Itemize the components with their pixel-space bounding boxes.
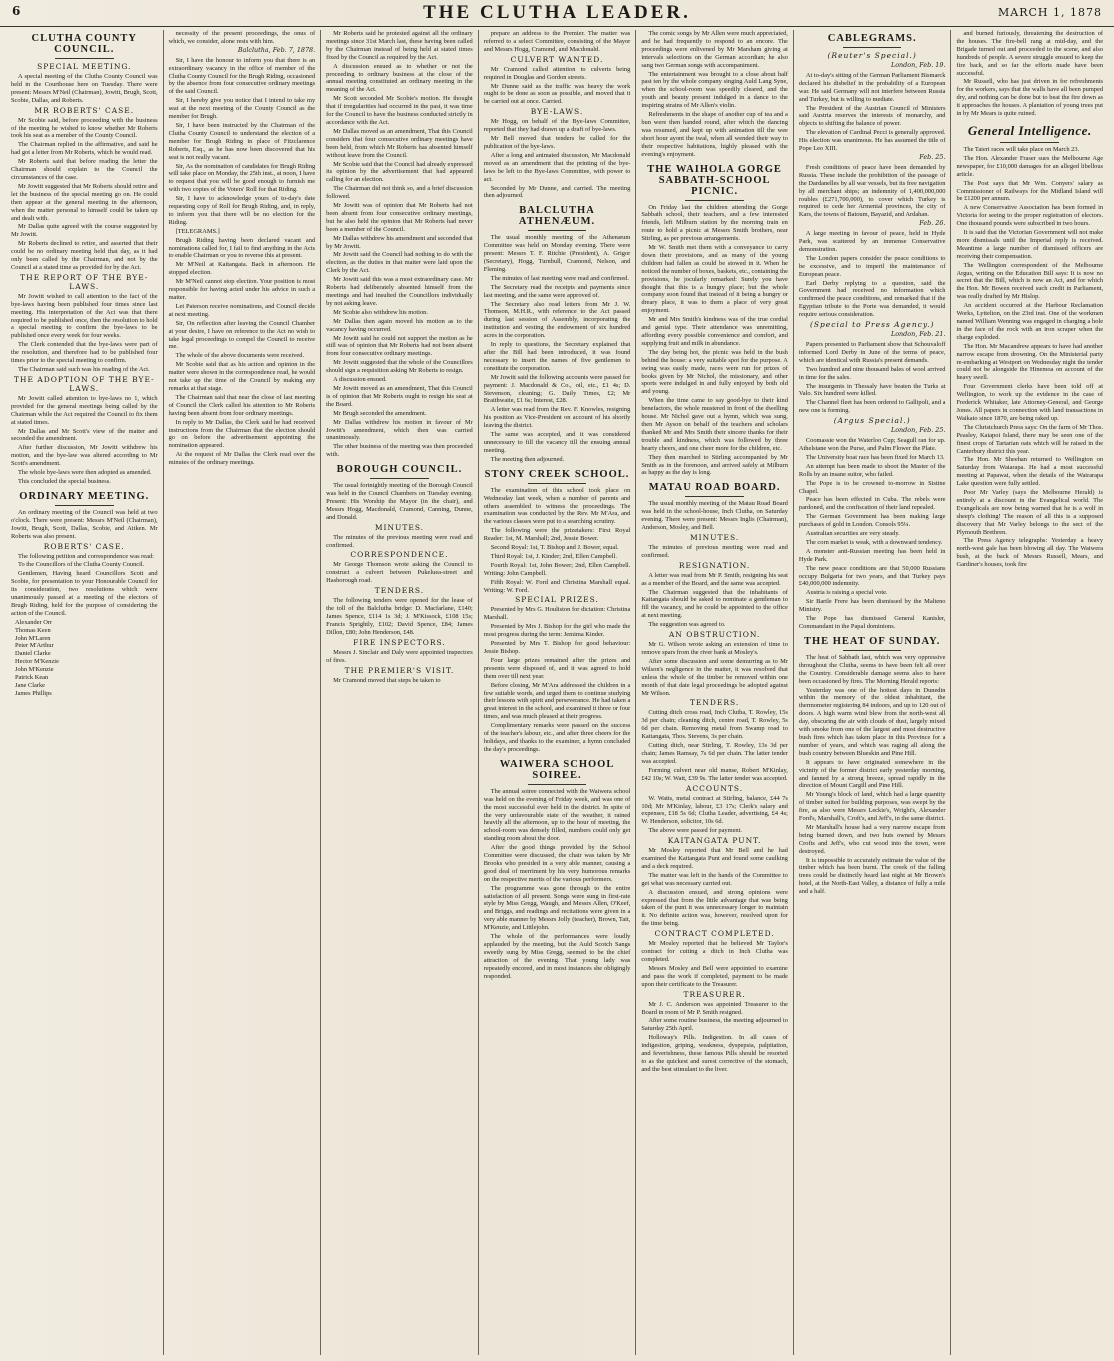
paragraph: Sir, I have to acknowledge yours of to-day's date requesting copy of Roll for Brugh Riding, and, in reply, to inform you that there will be no election for the Riding.: [168, 195, 316, 226]
paragraph: The Chairman said such was his reading of the Act.: [18, 366, 150, 373]
paragraph: The Chairman replied in the affirmative, and said he had got a letter from Mr Roberts, which he would read.: [11, 141, 158, 157]
paragraph: The Channel fleet has been ordered to Gallipoli, and a new one is forming.: [798, 399, 946, 415]
paragraph: Earl Derby replying to a question, said the Government had received no information which confirmed the peace conditions, and remarked that if the Egyptian tribute to the Porte was demanded, it would require serious consideration.: [798, 279, 946, 319]
paragraph: The Press Agency telegraphs: Yesterday a heavy north-west gale has been blowing all day. The Waiwera bush, at the back of Messrs Russell, Mears, and Gardiner's houses, took fire: [956, 537, 1104, 569]
paragraph: Mr George Thomson wrote asking the Council to construct a culvert between Pukeluea-street and Hasborough road.: [326, 561, 473, 585]
paragraph: The meeting then adjourned.: [490, 455, 565, 463]
dateline: Feb. 26.: [919, 219, 946, 228]
paragraph: A discussion ensued as to whether or not the proceeding to ordinary business at the close of the annual meeting constituted an ordinary meeting in the meaning of the Act.: [326, 62, 473, 94]
paragraph: Mr Cramond called attention to culverts being required in Douglas and Gordon streets.: [483, 65, 631, 81]
article: [484, 759, 631, 981]
signatory-name: John M'Kenzie: [15, 666, 54, 674]
signatory-name: James Phillips: [15, 689, 52, 697]
paragraph-subheading: ROBERTS' CASE.: [43, 541, 125, 551]
article-headline: MATAU ROAD BOARD.: [648, 482, 781, 494]
article: [484, 30, 631, 200]
paragraph-subheading: KAITANGATA PUNT.: [667, 836, 762, 846]
paragraph: They then marched to Stirling accompanied by Mr Smith as in the forenoon, and arrived safely at Milburn as happy as the day is long.: [641, 453, 788, 477]
paragraph: The minutes of previous meeting were read and confirmed.: [641, 543, 788, 559]
paragraph: Mr Jowitt suggested that the whole of the Councillors should sign a requisition asking Mr Roberts to resign.: [326, 359, 473, 375]
paragraph: Mr Jowitt said he could not support the motion as he still was of opinion that Mr Roberts had not been absent from four consecutive ordinary meetings.: [326, 334, 473, 358]
article: [484, 205, 631, 463]
paragraph-subheading: THE ADOPTION OF THE BYE-LAWS.: [13, 374, 155, 393]
paragraph-subheading: ACCOUNTS.: [686, 783, 744, 793]
paragraph: Seconded by Mr Dunne, and carried. The meeting then adjourned.: [483, 184, 631, 200]
paragraph: The same was accepted, and it was considered unnecessary to fill the vacancy till the ensuing annual meeting.: [483, 431, 631, 454]
article-headline: BALCLUTHA ATHENÆUM.: [518, 205, 596, 228]
paragraph: Messrs J. Sinclair and Daly were appointed inspectors of fires.: [326, 648, 473, 664]
paragraph: The Hon. Alexander Fraser sues the Melbourne Age newspaper, for £10,000 damages for an alleged libellous article.: [956, 154, 1104, 178]
paragraph: The University boat race has been fixed for March 13.: [805, 453, 945, 461]
paragraph: The Pope has dismissed General Kanisler, Commandant in the Papal dominions.: [798, 615, 946, 630]
paragraph: Sir, I hereby give you notice that I intend to take my seat at the next meeting of the County Council as the member for Brugh.: [168, 97, 316, 121]
article: [484, 469, 631, 754]
paragraph: Coomassie won the Waterloo Cup; Seagull ran for up. Athelstane won the Purse, and Palm Flower the Plate.: [798, 437, 946, 452]
paragraph: Mr Jowitt was of opinion that Mr Roberts had not been absent from four consecutive ordinary meetings, but he also held the opinion that Mr Roberts had never been a member of the Council.: [326, 202, 473, 233]
article-headline: CLUTHA COUNTY COUNCIL.: [31, 33, 138, 55]
paragraph: Complimentary remarks were passed on the success of the teacher's labour, etc., and after three cheers for the holidays, and thanks to the examiner, a hymn concluded the day's proceedings.: [483, 722, 631, 753]
paragraph: The other business of the meeting was then proceeded with.: [326, 443, 473, 459]
paragraph: Mr Scobie said that as his action and opinion in the matter were shown in the correspondence read, he would not take up the time of the Council by making any remarks at that stage.: [168, 361, 316, 392]
paragraph: The Christchurch Press says: On the farm of Mr Thos. Peasley, Kaiapoi Island, there may be seen one of the finest crops of Tartarian oats which will be raised in the Canterbury district this year.: [956, 423, 1104, 455]
paragraph: Gentlemen, Having heard Councillors Scott and Scobie, for presentation to your Honourable Council for its consideration, two resolutions which were unanimously passed at a meeting of the electors of Brugh Riding, held for the purpose of considering the action of the Council.: [11, 570, 158, 617]
paragraph: Mr Dallas and Mr Scott's view of the matter and seconded the amendment.: [11, 427, 158, 443]
paragraph: Sir, As the nomination of candidates for Brugh Riding will take place on Monday, the 25th inst., at noon, I have to request that you will be good enough to furnish me with two copies of the Voters' Roll for that Riding.: [168, 162, 316, 194]
signatory-name: Patrick Kean: [15, 674, 49, 682]
paragraph: Third Royal: 1st, J. Kinder; 2nd, Ellen Campbell.: [490, 552, 617, 560]
paragraph: The Pope is to be crowned to-morrow in Sistine Chapel.: [798, 479, 946, 495]
paragraph: After further discussion, Mr Jowitt withdrew his motion, and the bye-law was altered according to Mr Scott's amendment.: [11, 444, 158, 468]
paragraph-subheading: FIRE INSPECTORS.: [353, 637, 446, 647]
paragraph: The new peace conditions are that 50,000 Russians occupy Bulgaria for two years, and that Turkey pays £40,000,000 indemnity.: [798, 564, 946, 588]
paragraph: The examination of this school took place on Wednesday last week, when a number of parents and others assembled to witness the proceedings. The examination was conducted by the Rev. Mr M'Ara, and the various classes were put to a searching scrutiny.: [483, 486, 631, 526]
paragraph: Mr Jowitt said the Council had nothing to do with the election, as the duties in that matter were laid upon the Clerk by the Act.: [326, 251, 473, 275]
paragraph: Papers presented to Parliament show that Schouvaloff informed Lord Derby in June of the terms of peace, which are identical with Russia's present demands.: [798, 341, 946, 364]
headline-rule: [843, 650, 902, 651]
paragraph: Mr Young's block of land, which had a large quantity of timber suited for building purposes, was swept by the fire, as also were Messrs Leckie's, Wright's, Alexander Ford's, Marshall's, Croft's, and Jeff's, in the same district.: [798, 791, 946, 823]
paragraph: Mr W. Smith met them with a conveyance to carry down their provisions, and as many of the young children had fallen as could be stowed in it. When he noticed the number of boxes, baskets, etc., containing the provisions, he jocularly remarked: Surely you have thought that this is a hungry place; but the whole company soon found that instead of it being a hungry or dreary place, it was to them a place of very great enjoyment.: [641, 244, 788, 315]
paragraph: Presented by Mrs J. Bishop for the girl who made the most progress during the term: Jemima Kinder.: [483, 623, 631, 639]
paragraph: The Taieri races will take place on March 23.: [963, 145, 1080, 153]
paragraph: The minutes of last meeting were read and confirmed.: [490, 274, 629, 282]
paragraph: In reply to questions, the Secretary explained that after the Bill had been introduced, it was found necessary to insert the names of five gentlemen to constitute the corporation.: [483, 341, 631, 372]
article: [11, 491, 158, 698]
article: [641, 164, 788, 478]
paragraph: The Secretary read the receipts and payments since last meeting, and the same were approved of.: [483, 283, 631, 299]
article-headline: CABLEGRAMS.: [827, 33, 917, 44]
paragraph: Fresh conditions of peace have been demanded by Russia. These include the prohibition of the passage of the Dardanelles by all war vessels, but its free navigation by all merchant ships; an indemnity of 1,400,000,000 roubles (£271,700,000), to cover which Turkey is required to cede her Armenial provinces, the city of Kars, the towns of Batoum, Bayazid, and Ardahan.: [798, 163, 946, 219]
signatory-name: Thomas Keen: [15, 626, 51, 634]
paragraph: Second Royal: 1st, T. Bishop and J. Bower, equal.: [490, 544, 619, 552]
page-number: 6: [12, 4, 21, 18]
paragraph: A new Conservative Association has been formed in Victoria for seeing to the proper registration of electors. One thousand pounds were subscribed in two hours.: [956, 204, 1104, 228]
paragraph: The annual soiree connected with the Waiwera school was held on the evening of Friday week, and was one of the most successful ever held in the district. In spite of the very unfavourable state of the weather, it rained heavily all the afternoon, up to the hour of meeting, the school-room was densely filled, numbers could only get standing room about the door.: [483, 787, 631, 843]
signatory-name: Hector M'Kenzie: [15, 658, 59, 666]
paragraph: The whole bye-laws were then adopted as amended.: [18, 469, 152, 477]
paragraph-subheading: (Special to Press Agency.): [809, 320, 935, 330]
paragraph: Mr Scobie said that the Council had already expressed its opinion by the advertisement that had appeared calling for an election.: [326, 160, 473, 184]
headline-rule: [55, 505, 114, 506]
paragraph: After a long and animated discussion, Mr Macdonald moved as an amendment that the printing of the bye-laws be left to the Bye-laws Committee, with power to act.: [483, 151, 631, 183]
paragraph-subheading: TENDERS.: [689, 698, 740, 708]
paragraph: The Hon. Mr Macandrew appears to have had another narrow escape from drowning. On the Ministerial party re-embarking at Westport on Wednesday night the tender could not be alongside the Hinemoa on account of the heavy swell.: [956, 342, 1104, 382]
paragraph: The day being hot, the picnic was held in the bush behind the house: a very suitable spot for the purpose. A swing was easily made, races were run for prizes of books given by Mr Nichol, the missionary, and other sports were indulged in and fully enjoyed by both old and young.: [641, 348, 788, 396]
article: [326, 30, 473, 459]
article-headline: General Intelligence.: [967, 122, 1092, 138]
article-subheading: SPECIAL MEETING.: [37, 62, 132, 71]
article: [956, 30, 1103, 118]
paragraph: The following petition and correspondence was read:: [18, 552, 154, 560]
column-1: [6, 30, 164, 1355]
paragraph: Yesterday was one of the hottest days in Dunedin within the memory of the oldest inhabitant, the thermometer registering 84 indoors, and up to 120 out of doors. A high warm wind blew from the north-west all day, obscuring the air with clouds of dust, largely mixed with smoke from one of the largest and most destructive bush fires which has taken place in this Province for a number of years, and which was raging all along the bush country between Blueskin and Pine Hill.: [798, 686, 946, 757]
paragraph: The entertainment was brought to a close about half past ten by the whole company singing Auld Lang Syne, when the school-room was speedily cleared, and the youth and beauty present indulged in a dance to the inspiring strains of Mr Allen's violin.: [641, 70, 788, 110]
paragraph: The above were passed for payment.: [648, 827, 743, 835]
dateline: Balclutha, Feb. 7, 1878.: [237, 45, 316, 54]
paragraph: The matter was left in the hands of the Committee to get what was necessary carried out.: [641, 871, 788, 887]
article: [641, 30, 788, 159]
paragraph: Mr Dallas then again moved his motion as to the vacancy having occurred.: [326, 317, 473, 333]
paragraph: The Secretary also read letters from Mr J. W. Thomson, M.H.R., with reference to the Act passed during last session of Assembly, incorporating the institution and vesting the endowment of six hundred acres in the corporation.: [483, 300, 631, 340]
paragraph: The whole of the performances were loudly applauded by the meeting, but the Auld Scotch Sangs sweetly sung by Miss Gregg, seemed to be the chief attraction of the evening. That young lady was repeatedly encored, and in most instances she obligingly responded.: [483, 933, 631, 980]
headline-rule: [685, 200, 744, 201]
paragraph: Mr Jowitt said the following accounts were passed for payment: J. Macdonald & Co., oil, etc., £1 4s; D. Stevenson, cleaning; G. Daily Times, £2; Mr Braithwaite, £1 6s; Interest, £28.: [483, 373, 631, 405]
paragraph: Mr J. C. Anderson was appointed Treasurer to the Board in room of Mr P. Smith resigned.: [641, 1000, 788, 1016]
paragraph: Austria is raising a special vote.: [805, 589, 888, 597]
paragraph: Mr Jowitt said this was a most extraordinary case. Mr Roberts had deliberately absented himself from the meetings and had insulted the Councillors individually by not asking leave.: [326, 276, 473, 307]
paragraph: On Friday last the children attending the Gorge Sabbath school, their teachers, and a few interested friends, left Milburn station by the morning train en route to hold a picnic at Messrs Smith brothers, near Stirling, as per previous arrangements.: [641, 203, 788, 243]
paragraph: When the time came to say good-bye to their kind benefactors, the whole mustered in front of the dwelling house. Mr Nichol gave out a hymn, which was sung, then Mr Ayson on behalf of the teachers and scholars thanked Mr and Mrs Smith their sincere thanks for their trouble and kindness, which was followed by three hearty cheers, and one cheer more for the children, etc.: [641, 397, 788, 452]
paragraph: Messrs Mosley and Bell were appointed to examine and pass the work if completed, payment to be made upon their certificate to the Treasurer.: [641, 964, 788, 988]
headline-rule: [528, 784, 587, 785]
paragraph: The Chairman suggested that the inhabitants of Kaitangata should be asked to nominate a gentleman to fill the vacancy, and he could be appointed to the office at next meeting.: [641, 588, 788, 620]
article: [956, 123, 1103, 569]
paragraph: The comic songs by Mr Allen were much appreciated, and he had frequently to respond to an encore. The proceedings were enlivened by Mr Marsham giving at intervals selections on the German accordian; he also sang two German songs with accompaniment.: [641, 30, 788, 69]
paragraph: Sir Bartle Frere has been dismissed by the Malteno Ministry.: [798, 598, 946, 614]
article-headline: BOROUGH COUNCIL.: [336, 464, 463, 476]
paragraph-subheading: MINUTES.: [689, 532, 740, 542]
signatory-name: Daniel Clarke: [15, 650, 51, 658]
newspaper-title: THE CLUTHA LEADER.: [423, 2, 691, 23]
paragraph: Presented by Mrs T. Bishop for good behaviour: Jessie Bishop.: [483, 640, 631, 655]
column-6: [794, 30, 952, 1355]
column-5: [636, 30, 794, 1355]
dateline: Feb. 25.: [919, 152, 946, 161]
paragraph: A letter was read from Mr P. Smith, resigning his seat as a member of the Board, and the same was accepted.: [641, 571, 788, 587]
paragraph: Presented by Mrs G. Houliston for dictation: Christina Marshall.: [483, 606, 631, 622]
paragraph: The minutes of the previous meeting were read and confirmed.: [326, 533, 473, 549]
paragraph: Mr Russell, who has just driven in for refreshments for the workers, says that the walls have all been pumped dry, and nothing can be done but to beat the fire down as it approaches the houses. A plantation of young trees put in by Mr Mears is quite ruined.: [956, 78, 1104, 118]
paragraph: [TELEGRAMS.]: [175, 227, 220, 235]
paragraph: Mr Dallas withdrew his motion in favour of Mr Jowitt's amendment, which then was carried unanimously.: [326, 418, 473, 442]
paragraph: Sir, On reflection after leaving the Council Chamber at your desire, I have on reference to the Act no wish to take legal proceedings to compel the Council to receive me.: [168, 319, 316, 351]
paragraph: A discussion ensued.: [333, 376, 387, 384]
paragraph: To the Councillors of the Clutha County Council.: [18, 561, 145, 569]
paragraph: Four large prizes remained after the prizes and presents were disposed of, and it was agreed to hold them over till next year.: [483, 656, 631, 680]
article: [169, 30, 316, 467]
paragraph: Brugh Riding having been declared vacant and nominations called for, I fail to find anything in the Acts to enable Chairman or you to reverse this at present.: [168, 236, 316, 260]
paragraph: Mr Jowitt called attention to bye-laws no 1, which provided for the general meetings being called by the Chairman while the Act required the Council to fix them at stated times.: [11, 394, 158, 426]
masthead: [0, 0, 1114, 27]
article-headline: STONY CREEK SCHOOL.: [484, 468, 630, 480]
article-headline: THE WAIHOLA GORGE SABBATH-SCHOOL PICNIC.: [647, 163, 782, 197]
paragraph: Mr Cramond moved that steps be taken to: [333, 676, 441, 684]
paragraph: The whole of the above documents were received.: [175, 352, 305, 360]
paragraph: Mr Dunne said as the traffic was heavy the work ought to be done as soon as possible, and moved that it be carried out at once. Carried.: [483, 82, 631, 106]
paragraph: After the good things provided by the School Committee were discussed, the chair was taken by Mr Brooks who presided in a very able manner, causing a good deal of merriment by his very humorous remarks on the respective merits of the various performers.: [483, 844, 631, 883]
paragraph: Peace has been effected in Cuba. The rebels were pardoned, and the confiscation of their land repealed.: [798, 496, 946, 512]
paragraph: The usual monthly meeting of the Matau Road Board was held in the school-house, Inch Clutha, on Saturday evening. There were present: Messrs Inglis (Chairman), Anderson, Mosley, and Bell.: [641, 500, 788, 532]
paragraph-subheading: CORRESPONDENCE.: [350, 550, 449, 560]
headline-rule: [1000, 142, 1059, 143]
paragraph: This concluded the special business.: [18, 477, 111, 485]
paragraph: The Chairman said that near the close of last meeting of Council the Clerk called his attention to Mr Roberts having been absent from four ordinary meetings.: [168, 393, 316, 417]
paragraph: An attempt has been made to shoot the Master of the Rolls by an insane suitor, who failed.: [798, 462, 946, 478]
paragraph: Mr Roberts said that before reading the letter the Chairman should explain to the Council the circumstances of the case.: [11, 158, 158, 181]
paragraph-subheading: BYE-LAWS.: [530, 107, 584, 117]
paragraph-subheading: MR ROBERTS' CASE.: [34, 105, 135, 115]
paragraph: The Post says that Mr Wm. Conyers' salary as Commissioner of Railways for the Midland Island will be £1200 per annum.: [956, 179, 1104, 203]
signatory-name: Peter M'Arthur: [15, 642, 54, 650]
dateline: London, Feb. 21.: [890, 330, 946, 339]
paragraph: Mr G. Wilson wrote asking an extension of time to remove spars from the river bank at Mosley's.: [641, 641, 788, 656]
paragraph-subheading: TREASURER.: [683, 989, 746, 999]
issue-date: MARCH 1, 1878: [998, 6, 1102, 19]
paragraph: Cutting ditch, near Stirling, T. Rowley, 13s 3d per chain; James Ramsay, 7s 6d per chain. The latter tender was accepted.: [641, 742, 788, 765]
dateline: London, Feb. 25.: [890, 426, 946, 435]
article-headline: ORDINARY MEETING.: [19, 490, 150, 502]
paragraph-subheading: SPECIAL PRIZES.: [515, 595, 599, 605]
paragraph: In reply to Mr Dallas, the Clerk said he had received instructions from the Chairman that the election should go on before the advertisement appointing the nomination appeared.: [168, 418, 316, 450]
paragraph-subheading: THE REPORT OF THE BYE-LAWS.: [20, 272, 149, 291]
paragraph: Mr Jowitt moved as an amendment, That this Council is of opinion that Mr Roberts ought to resign his seat at the Board.: [326, 384, 473, 408]
columns: [6, 30, 1108, 1355]
paragraph: Before closing, Mr M'Ara addressed the children in a few suitable words, and urged them to continue studying their lessons with spirit and perseverance. He had taken a great interest in the school, and examined it three or four times, and was much pleased at their progress.: [483, 681, 631, 721]
paragraph: The following tenders were opened for the lease of the toll of the Balclutha bridge: D. Macfarlane, £140; James Spence, £114 1s 3d; J. M'Kissock, £108 15s; Francis Sprightly, £102; David Spence, £84; James Dillon, £80; John Henderson, £48.: [326, 597, 473, 636]
paragraph: Fourth Royal: 1st, John Bower; 2nd, Ellen Campbell. Writing: John Campbell.: [483, 561, 631, 577]
paragraph: Forming culvert near old manse, Robert M'Kinlay, £42 10s; W. Watt, £39 9s. The latter tender was accepted.: [641, 766, 788, 782]
paragraph: Poor Mr Varley (says the Melbourne Herald) is entirely at a discount in the Evangelical world. The Evangelicals are now being warned that he is a wolf in sheep's clothing! The reason of all this is a supposed discovery that Mr Varley belongs to the sect of the Plymouth Brethren.: [956, 489, 1104, 536]
signatory-name: Jane Clarke: [15, 682, 45, 689]
paragraph: The German Government has been making large purchases of gold in London. Consols 95¼.: [798, 513, 946, 529]
paragraph: The President of the Austrian Council of Ministers said Austria reserves the interests of monarchy, and objects to shifting the balance of power.: [798, 104, 946, 128]
paragraph: The corn market is weak, with a downward tendency.: [805, 538, 943, 546]
paragraph: Four Government clerks have been told off at Wellington, to work up the evidence in the case of Frederick Whitaker, late Attorney-General, and George Jones. All papers in connection with land transactions in Waikato since 1870, are being raked up.: [956, 383, 1104, 422]
paragraph: Mr Dallas withdrew his amendment and seconded that by Mr Jowitt.: [326, 234, 473, 250]
paragraph: The Chairman did not think so, and a brief discussion followed.: [326, 185, 473, 201]
paragraph: The elevation of Cardinal Pecci is generally approved. His election was unanimous. He has assumed the title of Pope Leo XIII.: [798, 129, 946, 153]
paragraph: Two hundred and nine thousand bales of wool arrived in time for the sales.: [798, 365, 946, 381]
paragraph: Mr Mosley reported that Mr Bell and he had examined the Kaitangata Punt and found some caulking and a deck required.: [641, 847, 788, 870]
paragraph: Mr Dallas quite agreed with the course suggested by Mr Jowitt.: [11, 223, 158, 239]
paragraph: Mr Roberts declined to retire, and asserted that their could be no ordinary meeting held that day, as it had only been called by the Chairman, and not by the Council at a stated time as provided for by the Act.: [11, 240, 158, 271]
paragraph-subheading: THE PREMIER'S VISIT.: [344, 665, 455, 675]
paragraph: and burned furiously, threatening the destruction of the houses. The fire-bell rang at mid-day, and the Brigade turned out and proceeded to the scene, and also hundreds of people. A severe struggle ensued to keep the fire back, and so far the efforts made have been successful.: [956, 30, 1104, 77]
paragraph: The London papers consider the peace conditions to be excessive, and to imperil the maintenance of European peace.: [798, 254, 946, 278]
paragraph: The insurgents in Thessaly have beaten the Turks at Valo. Six hundred were killed.: [798, 382, 946, 398]
paragraph: Mr Hogg, on behalf of the Bye-laws Committee, reported that they had drawn up a draft of bye-laws.: [483, 118, 631, 134]
paragraph: Sir, I have been instructed by the Chairman of the Clutha County Council to understand the election of a member for Brugh Riding in place of Fitzclarence Roberts, Esq., as he has now been discovered that his seat is not really vacant.: [168, 121, 316, 161]
paragraph: Mr Jowitt suggested that Mr Roberts should retire and let the business of the special meeting go on. He could then appear at the general meeting in the afternoon, when the matter personal to himself could be taken up and dealt with.: [11, 182, 158, 222]
column-2: [164, 30, 322, 1355]
column-4: [479, 30, 637, 1355]
paragraph-subheading: (Argus Special.): [833, 416, 911, 426]
signatory-list: [15, 619, 158, 698]
paragraph: Mr and Mrs Smith's kindness was of the true cordial and genial type. Their attendance was unremitting, affording every possible convenience and comfort, and supplying fruit and milk in abundance.: [641, 316, 788, 347]
paragraph: An ordinary meeting of the Council was held at two o'clock. There were present: Messrs M'Neil (Chairman), Jowitt, Brugh, Scott, Dallas, Scobie, and Aitken. Mr Roberts was also present.: [11, 508, 158, 540]
paragraph: A monster anti-Russian meeting has been held in Hyde Park.: [798, 547, 946, 563]
headline-rule: [528, 230, 587, 231]
paragraph: Refreshments in the shape of another cup of tea and a bun were then handed round, after which the dancing was resumed, and kept up with animation till the wee short hour ayont the twal, when all wended their way to their respective habitations, highly pleased with the evening's enjoyment.: [641, 111, 788, 158]
paragraph: Holloway's Pills. Indigestion. In all cases of indigestion, griping, weakness, dyspepsia, palpitation, and feverishness, these famous Pills should be resorted to as the quickest and surest corrective of the stomach, and the best stimulant to the liver.: [641, 1034, 788, 1073]
paragraph: It is said that the Victorian Government will not make more dismissals until the Imperial reply is received. Meantime a large number of dismissed officers are receiving their compensation.: [956, 229, 1104, 260]
paragraph: A special meeting of the Clutha County Council was held in the Courthouse here on Tuesday. There were present: Messrs M'Neil (Chairman), Jowitt, Brugh, Scott, Scobie, Dallas, and Roberts.: [11, 73, 158, 104]
article-headline: WAIWERA SCHOOL SOIREE.: [499, 758, 615, 781]
article: [11, 33, 158, 486]
paragraph: prepare an address to the Premier. The matter was referred to a select Committee, consisting of the Mayor and Messrs Hogg, Cramond, and Macdonald.: [483, 30, 631, 53]
paragraph: Mr Scobie also withdrew his motion.: [333, 308, 428, 316]
column-7: [951, 30, 1108, 1355]
paragraph: Mr Bell moved that tenders be called for the publication of the bye-laws.: [483, 135, 631, 150]
paragraph: Mr M'Neil cannot stop election. Your position is most responsible for having acted under his advice in such a matter.: [168, 278, 316, 301]
paragraph: necessity of the present proceedings, the onus of which, we consider, alone rests with him.: [168, 30, 316, 45]
paragraph: Mr Jowitt wished to call attention to the fact of the bye-laws having been published four times since last meeting. His interpretation of the Act was that there required to be published once, then the resolution to hold a special meeting to confirm the bye-laws to be published once every week for four weeks.: [11, 292, 158, 340]
paragraph: Fifth Royal: W. Ford and Christina Marshall equal. Writing: W. Ford.: [483, 578, 631, 594]
paragraph: After some routine business, the meeting adjourned to Saturday 25th April.: [641, 1017, 788, 1033]
article: [799, 33, 946, 631]
paragraph: After some discussion and some demurring as to Mr Wilson's negligence in the matter, it was resolved that unless the whole of the timber be removed within one month of that date legal proceedings be adopted against Mr Wilson.: [641, 657, 788, 697]
paragraph: Australian securities are very steady.: [805, 530, 900, 538]
paragraph: The Wellington correspondent of the Melbourne Argus, writing on the Education Bill says: It is now no secret that the Bill, which is now an Act, and for which the Hon. Mr Bowen received such credit in Parliament, was really drafted by Mr Hislop.: [956, 261, 1104, 301]
paragraph: Mr Roberts said he protested against all the ordinary meetings since 31st March last, these having been called by the Chairman instead of being held at stated times fixed by the Council as required by the Act.: [326, 30, 473, 61]
paragraph: It appears to have originated somewhere in the vicinity of the former district early yesterday morning, and fanned by a strong breeze, spread rapidly in the direction of Mount Cargill and Pine Hill.: [798, 758, 946, 790]
paragraph: The suggestion was agreed to.: [648, 621, 726, 629]
paragraph: Cutting ditch cross road, Inch Clutha, T. Rowley, 15s 3d per chain; cleaning ditch, centre road, T. Rowley, 5s 6d per chain. Removing metal from Swamp road to Kaitangata, Thos. Stevens, 3s per chain.: [641, 709, 788, 741]
headline-rule: [370, 478, 429, 479]
paragraph: The programme was gone through to the entire satisfaction of all present. Songs were sung in first-rate style by Miss Gregg, Waugh, and Messrs Allen, O'Keef, and Briggs, and readings and recitations were given in a very able manner by Messrs Jolly (teacher), Brown, Tait, M'Kenzie, and Littlejohn.: [483, 884, 631, 932]
headline-rule: [55, 58, 114, 59]
paragraph: A letter was read from the Rev. F. Knowles, resigning his position as Vice-President on account of his shortly leaving the district.: [483, 406, 631, 430]
paragraph: Mr Brugh seconded the amendment.: [333, 409, 427, 417]
article: [641, 482, 788, 1073]
paragraph-subheading: CONTRACT COMPLETED.: [654, 929, 775, 939]
paragraph: The usual fortnightly meeting of the Borough Council was held in the Council Chambers on Tuesday evening. Present: His Worship the Mayor (in the chair), and Messrs Hogg, Macdonald, Cramond, Canning, Dunne, and Donald.: [326, 482, 473, 521]
paragraph: A discussion ensued, and strong opinions were expressed that from the little advantage that was being taken of the punt it was unnecessary longer to maintain it. No definite action was, however, resolved upon for the time being.: [641, 888, 788, 928]
paragraph: The Clerk contended that the bye-laws were part of the resolution, and therefore had to be published four times prior to the special meeting to confirm.: [11, 341, 158, 365]
article-subheading: (Reuter's Special.): [827, 51, 917, 60]
signatory-name: Alexander Orr: [15, 618, 53, 626]
paragraph: At the request of Mr Dallas the Clerk read over the minutes of the ordinary meetings.: [168, 451, 316, 467]
article-headline: THE HEAT OF SUNDAY.: [803, 635, 941, 647]
paragraph-subheading: TENDERS.: [374, 586, 425, 596]
headline-rule: [843, 47, 902, 48]
paragraph: Sir, I have the honour to inform you that there is an extraordinary vacancy in the office of member of the Clutha County Council for the Brugh Riding, occasioned by the absence from four consecutive ordinary meetings of the said Council.: [168, 56, 316, 96]
paragraph: Mr M'Neil at Kaitangata. Back in afternoon. He stopped election.: [168, 261, 316, 277]
paragraph-subheading: RESIGNATION.: [678, 560, 751, 570]
paragraph: The following were the prizetakers: First Royal Reader: 1st, M. Marshall; 2nd, Jessie Bower.: [483, 527, 631, 543]
paragraph: Mr Dallas moved as an amendment, That this Council considers that four consecutive ordinary meetings have been held, from which Mr Roberts has absented himself without leave from the Council.: [326, 127, 473, 159]
article: [799, 636, 946, 896]
paragraph: The Hon. Mr Sheehan returned to Wellington on Saturday from Waiarapa. He had a most successful meeting at Papawai, when the details of the Wairarapa Lake question were fully settled.: [956, 456, 1104, 488]
paragraph: Let Paterson receive nominations, and Council decide at next meeting.: [168, 302, 316, 318]
paragraph: A large meeting in favour of peace, held in Hyde Park, was scattered by an immense Conservative demonstration.: [798, 230, 946, 253]
signatory-name: John M'Laren: [15, 634, 51, 642]
paragraph: Mr Scott seconded Mr Scobie's motion. He thought that if irregularities had occurred in the past, it was time for the Council to have the business conducted strictly in accordance with the Act.: [326, 95, 473, 126]
paragraph: It is impossible to accurately estimate the value of the timber which has been burnt. The creek of the falling trees could be distinctly heard last night at Mr Brown's hotel, at the North-East Valley, a distance of fully a mile and a half.: [798, 856, 946, 896]
paragraph: Mr Mosley reported that he believed Mr Taylor's contract for cutting a ditch in Inch Clutha was completed.: [641, 940, 788, 963]
paragraph-subheading: MINUTES.: [374, 522, 425, 532]
paragraph-subheading: AN OBSTRUCTION.: [668, 630, 761, 640]
paragraph: The heat of Sabbath last, which was very oppressive throughout the Clutha, seems to have been felt all over the Country. Considerable damage seems also to have been occasioned by fires. The Morning Herald reports:: [798, 653, 946, 685]
headline-rule: [685, 496, 744, 497]
paragraph: At to-day's sitting of the German Parliament Bismarck declared his disbelief in the probability of a European war. He said Germany will not interfere between Russia and Turkey, but is willing to mediate.: [798, 71, 946, 103]
article: [326, 464, 473, 684]
headline-rule: [528, 483, 587, 484]
paragraph: W. Watts, metal contract at Stirling, balance, £44 7s 10d; Mr M'Kinlay, labour, £3 17s; Clerk's salary and expenses, £18 5s 6d; Clutha Leader, advertising, £4 4s; W. Henderson, solicitor, 10s 6d.: [641, 794, 788, 826]
column-3: [321, 30, 479, 1355]
paragraph: Mr Scobie said, before proceeding with the business of the meeting he wished to know whether Mr Roberts took his seat as a member of the County Council.: [11, 116, 158, 140]
paragraph: An accident occurred at the Harbour Reclamation Works, Lyttelton, on the 23rd inst. One of the workmen named William Wenning was engaged in charging a hole in the face of the rock with an iron scraper when the charge exploded.: [956, 302, 1104, 341]
paragraph: The usual monthly meeting of the Athenæum Committee was held on Monday evening. There were present: Messrs T. F. Ritchie (President), A. Grigor (Secretary), Hogg, Turnbull, Cramond, Nelson, and Fleming.: [483, 234, 631, 273]
paragraph: Mr Marshall's house had a very narrow escape from being burned down, and two huts owned by Messrs Crofts and Jeff's, who cut wood into the town, were destroyed.: [798, 823, 946, 855]
dateline: London, Feb. 19.: [890, 61, 946, 69]
paragraph-subheading: CULVERT WANTED.: [510, 54, 604, 64]
